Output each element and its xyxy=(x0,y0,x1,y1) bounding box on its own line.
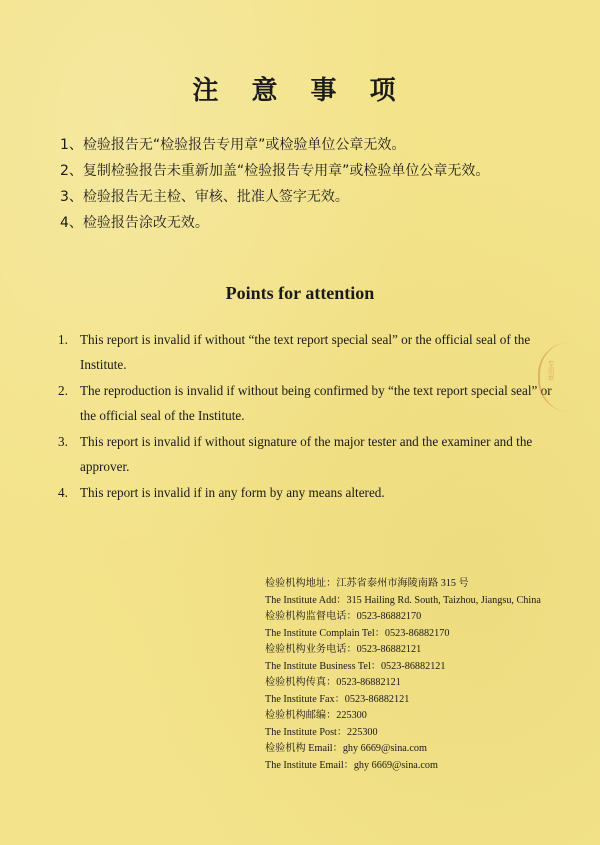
contact-line: 检验机构传真：0523-86882121 xyxy=(265,677,401,688)
contact-line: The Institute Business Tel：0523-86882121 xyxy=(265,660,446,672)
chinese-item: 4、检验报告涂改无效。 xyxy=(60,215,209,231)
english-item-number: 4. xyxy=(58,485,68,500)
chinese-item: 2、复制检验报告未重新加盖“检验报告专用章”或检验单位公章无效。 xyxy=(60,163,490,179)
english-item-text: This report is invalid if without “the text report special seal” or the official seal of the Institute. xyxy=(80,332,531,372)
english-item xyxy=(58,430,553,479)
contact-line: 检验机构邮编：225300 xyxy=(265,710,367,721)
contact-line: 检验机构 Email：ghy 6669@sina.com xyxy=(265,743,427,754)
english-title: Points for attention xyxy=(225,283,375,303)
contact-line: The Institute Add：315 Hailing Rd. South, Taizhou, Jiangsu, China xyxy=(265,594,541,606)
institute-contact-block xyxy=(265,576,585,774)
english-item-number: 3. xyxy=(58,434,68,449)
contact-line: The Institute Email：ghy 6669@sina.com xyxy=(265,759,438,771)
contact-line: The Institute Complain Tel：0523-86882170 xyxy=(265,627,450,639)
english-item-text: This report is invalid if in any form by any means altered. xyxy=(80,485,385,500)
english-item-text: This report is invalid if without signature of the major tester and the examiner and the approver. xyxy=(80,434,533,474)
english-item xyxy=(58,328,553,377)
english-item xyxy=(58,379,553,428)
contact-line: The Institute Post：225300 xyxy=(265,726,378,738)
english-item xyxy=(58,481,553,506)
contact-line: The Institute Fax：0523-86882121 xyxy=(265,693,410,705)
contact-line: 检验机构地址：江苏省泰州市海陵南路 315 号 xyxy=(265,578,469,589)
chinese-notice-list xyxy=(60,132,560,236)
english-item-text: The reproduction is invalid if without being confirmed by “the text report special seal” or the official seal of the Institute. xyxy=(80,383,552,423)
contact-line: 检验机构监督电话：0523-86882170 xyxy=(265,611,422,622)
chinese-item: 1、检验报告无“检验报告专用章”或检验单位公章无效。 xyxy=(60,137,406,153)
english-item-number: 2. xyxy=(58,383,68,398)
contact-line: 检验机构业务电话：0523-86882121 xyxy=(265,644,422,655)
english-notice-list xyxy=(58,328,553,508)
english-item-number: 1. xyxy=(58,332,68,347)
chinese-item: 3、检验报告无主检、审核、批准人签字无效。 xyxy=(60,189,349,205)
seal-text: 专用章 xyxy=(547,360,555,381)
chinese-title: 注 意 事 项 xyxy=(192,76,408,106)
